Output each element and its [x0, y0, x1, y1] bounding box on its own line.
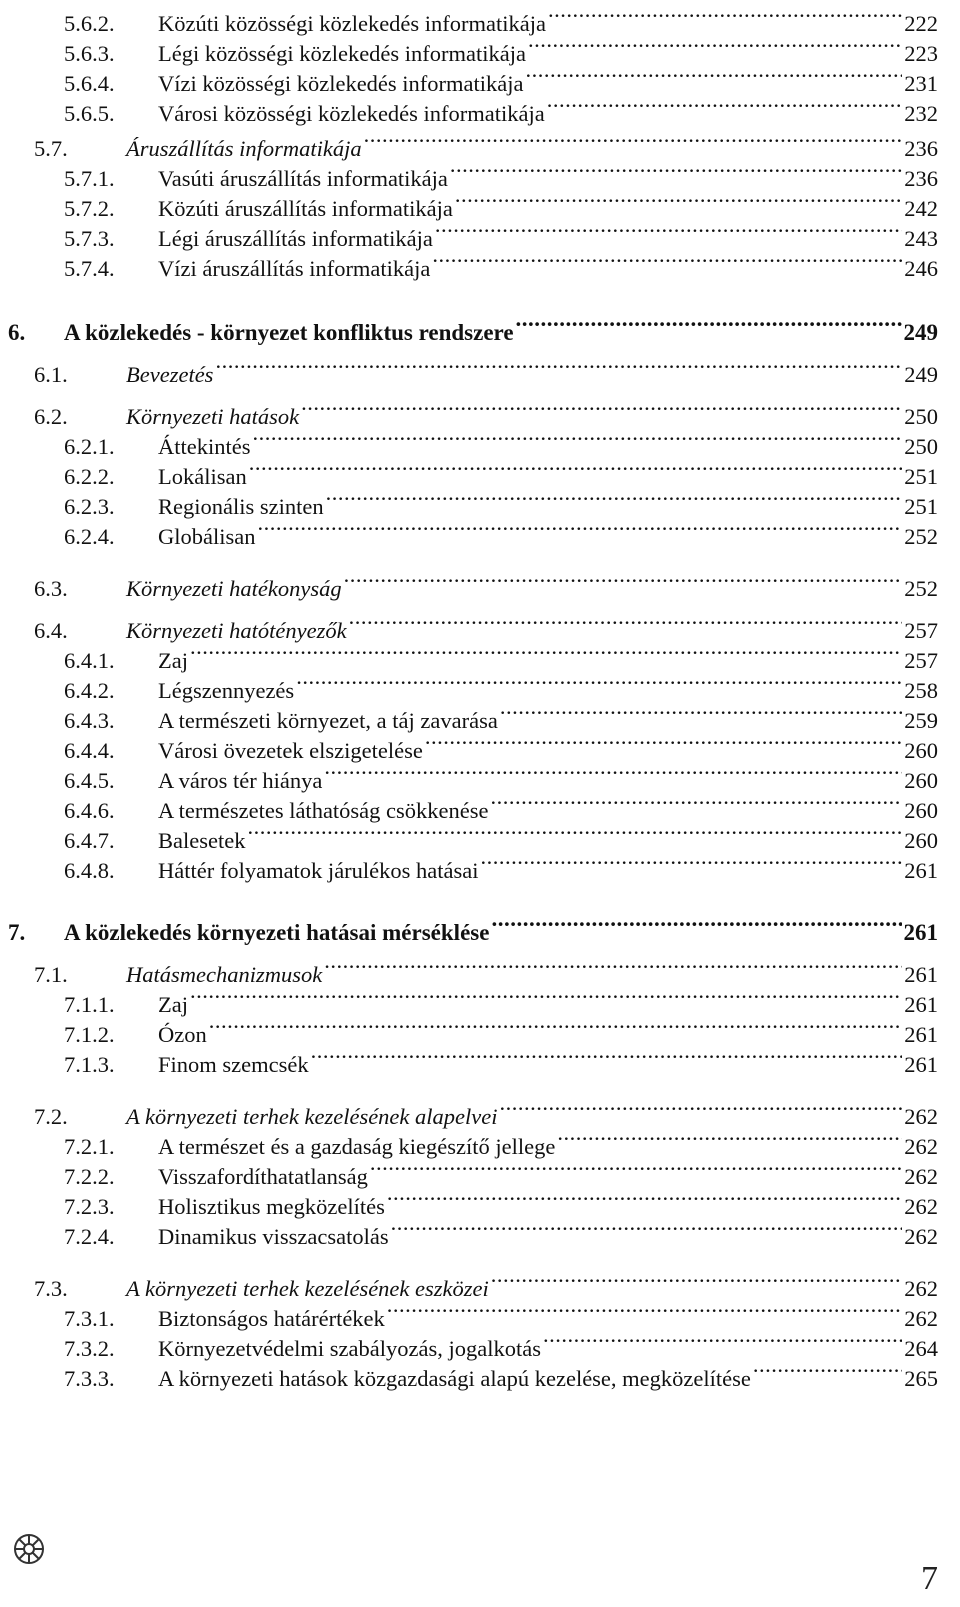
dot-leader [190, 982, 902, 1012]
toc-entry[interactable] [64, 1042, 938, 1077]
toc-entry-number: 6.1. [34, 362, 68, 387]
toc-entry-page: 251 [904, 494, 938, 519]
toc-entry[interactable] [64, 1356, 938, 1391]
toc-entry-page: 250 [904, 434, 938, 459]
toc-entry-page: 242 [904, 196, 938, 221]
toc-entry[interactable] [8, 310, 938, 345]
toc-entry-number: 7. [8, 920, 26, 945]
toc-entry-title: Vízi áruszállítás informatikája [158, 256, 431, 281]
toc-entry-title: Finom szemcsék [158, 1052, 309, 1077]
toc-entry[interactable] [34, 608, 938, 643]
dot-leader [557, 1124, 902, 1154]
toc-entry-number: 6.2.2. [64, 464, 115, 489]
toc-entry-title: Balesetek [158, 828, 246, 853]
toc-entry[interactable] [34, 352, 938, 387]
toc-entry-title: A környezeti terhek kezelésének alapelvei [126, 1104, 498, 1129]
toc-entry-title: Városi övezetek elszigetelése [158, 738, 423, 763]
toc-entry-page: 262 [904, 1306, 938, 1331]
toc-entry-page: 262 [904, 1194, 938, 1219]
toc-entry-page: 236 [904, 136, 938, 161]
dot-leader [301, 394, 902, 424]
toc-entry-page: 258 [904, 678, 938, 703]
toc-entry[interactable] [64, 1296, 938, 1331]
dot-leader [324, 952, 902, 982]
toc-entry-title: Környezeti hatótényezők [126, 618, 347, 643]
wheel-logo-icon [12, 1532, 46, 1566]
toc-entry-number: 7.3. [34, 1276, 68, 1301]
toc-entry-number: 7.2. [34, 1104, 68, 1129]
toc-entry-number: 7.3.1. [64, 1306, 115, 1331]
toc-entry-page: 260 [904, 798, 938, 823]
toc-entry-number: 6. [8, 320, 26, 345]
toc-entry[interactable] [64, 1012, 938, 1047]
toc-entry-page: 261 [903, 920, 938, 945]
toc-entry-number: 6.3. [34, 576, 68, 601]
toc-entry-page: 259 [904, 708, 938, 733]
toc-entry-title: A város tér hiánya [158, 768, 323, 793]
toc-entry-number: 5.6.3. [64, 41, 115, 66]
toc-entry[interactable] [64, 1326, 938, 1361]
toc-entry-page: 249 [903, 320, 938, 345]
toc-entry-title: Visszafordíthatatlanság [158, 1164, 368, 1189]
toc-entry-number: 5.6.5. [64, 101, 115, 126]
dot-leader [370, 1154, 902, 1184]
toc-entry[interactable] [64, 1154, 938, 1189]
toc-entry-page: 257 [904, 618, 938, 643]
toc-entry[interactable] [64, 424, 938, 459]
toc-entry-page: 231 [904, 71, 938, 96]
toc-entry[interactable] [64, 454, 938, 489]
toc-entry-number: 5.7.2. [64, 196, 115, 221]
toc-entry-title: A környezeti hatások közgazdasági alapú kezelése, megközelítése [158, 1366, 751, 1391]
toc-entry-title: Regionális szinten [158, 494, 324, 519]
toc-entry-number: 6.2.4. [64, 524, 115, 549]
dot-leader [296, 668, 902, 698]
toc-entry-page: 260 [904, 828, 938, 853]
toc-entry-number: 5.7.1. [64, 166, 115, 191]
toc-entry-number: 7.2.1. [64, 1134, 115, 1159]
dot-leader [491, 1266, 902, 1296]
toc-entry-title: Lokálisan [158, 464, 247, 489]
toc-entry-page: 261 [904, 1022, 938, 1047]
dot-leader [349, 608, 903, 638]
toc-entry-title: A környezeti terhek kezelésének eszközei [126, 1276, 489, 1301]
dot-leader [491, 788, 903, 818]
toc-entry[interactable] [64, 156, 938, 191]
dot-leader [547, 91, 902, 121]
toc-entry-page: 261 [904, 962, 938, 987]
toc-entry[interactable] [64, 668, 938, 703]
toc-entry-page: 232 [904, 101, 938, 126]
dot-leader [543, 1326, 902, 1356]
toc-entry-title: A természetes láthatóság csökkenése [158, 798, 489, 823]
toc-entry-number: 7.1.2. [64, 1022, 115, 1047]
dot-leader [500, 1094, 903, 1124]
toc-entry-page: 262 [904, 1134, 938, 1159]
toc-entry-title: Környezeti hatékonyság [126, 576, 342, 601]
dot-leader [249, 454, 903, 484]
toc-entry-title: Hatásmechanizmusok [126, 962, 323, 987]
toc-entry-title: Zaj [158, 648, 188, 673]
dot-leader [387, 1296, 902, 1326]
toc-entry[interactable] [64, 31, 938, 66]
toc-entry-page: 251 [904, 464, 938, 489]
toc-entry[interactable] [34, 952, 938, 987]
toc-entry-page: 260 [904, 738, 938, 763]
dot-leader [387, 1184, 902, 1214]
toc-entry-number: 7.1. [34, 962, 68, 987]
toc-entry-number: 6.4.6. [64, 798, 115, 823]
toc-entry-page: 243 [904, 226, 938, 251]
toc-entry-title: Háttér folyamatok járulékos hatásai [158, 858, 479, 883]
toc-entry-number: 7.1.3. [64, 1052, 115, 1077]
toc-entry[interactable] [64, 1, 938, 36]
toc-entry-number: 7.3.2. [64, 1336, 115, 1361]
toc-entry-page: 257 [904, 648, 938, 673]
toc-entry[interactable] [64, 1184, 938, 1219]
toc-entry-page: 250 [904, 404, 938, 429]
toc-entry[interactable] [64, 982, 938, 1017]
toc-entry-number: 6.4.8. [64, 858, 115, 883]
dot-leader [528, 31, 902, 61]
toc-entry[interactable] [64, 788, 938, 823]
dot-leader [257, 514, 902, 544]
toc-entry[interactable] [64, 1124, 938, 1159]
dot-leader [215, 352, 902, 382]
toc-entry[interactable] [34, 566, 938, 601]
toc-entry-number: 6.2. [34, 404, 68, 429]
toc-entry-page: 262 [904, 1104, 938, 1129]
toc-entry-title: A természet és a gazdaság kiegészítő jellege [158, 1134, 556, 1159]
toc-entry-number: 6.4.1. [64, 648, 115, 673]
toc-entry[interactable] [64, 698, 938, 733]
dot-leader [425, 728, 902, 758]
toc-entry[interactable] [64, 818, 938, 853]
toc-entry[interactable] [34, 126, 938, 161]
toc-entry-title: Áruszállítás informatikája [126, 136, 362, 161]
toc-entry-title: Közúti közösségi közlekedés informatikája [158, 11, 547, 36]
toc-entry[interactable] [8, 910, 938, 945]
dot-leader [432, 246, 902, 276]
page-number: 7 [921, 1560, 938, 1597]
dot-leader [344, 566, 903, 596]
toc-entry-page: 261 [904, 858, 938, 883]
toc-entry[interactable] [64, 638, 938, 673]
toc-entry-page: 262 [904, 1224, 938, 1249]
toc-entry[interactable] [64, 514, 938, 549]
toc-entry-page: 262 [904, 1164, 938, 1189]
dot-leader [364, 126, 903, 156]
dot-leader [455, 186, 902, 216]
toc-entry-title: Vasúti áruszállítás informatikája [158, 166, 448, 191]
toc-entry-title: Holisztikus megközelítés [158, 1194, 385, 1219]
toc-entry-number: 6.4.2. [64, 678, 115, 703]
dot-leader [435, 216, 902, 246]
toc-entry-number: 6.4.5. [64, 768, 115, 793]
toc-entry[interactable] [64, 216, 938, 251]
toc-entry[interactable] [64, 91, 938, 126]
dot-leader [209, 1012, 903, 1042]
toc-entry-title: Légi áruszállítás informatikája [158, 226, 433, 251]
toc-entry-page: 252 [904, 524, 938, 549]
dot-leader [391, 1214, 903, 1244]
toc-entry-title: Biztonságos határértékek [158, 1306, 385, 1331]
toc-entry-page: 223 [904, 41, 938, 66]
toc-entry-page: 222 [904, 11, 938, 36]
toc-entry-number: 6.4.4. [64, 738, 115, 763]
toc-entry-title: Áttekintés [158, 434, 251, 459]
toc-entry-title: A természeti környezet, a táj zavarása [158, 708, 498, 733]
toc-entry-number: 5.7.4. [64, 256, 115, 281]
toc-entry-page: 252 [904, 576, 938, 601]
toc-entry-title: A közlekedés környezeti hatásai mérséklése [64, 920, 490, 945]
toc-entry[interactable] [64, 848, 938, 883]
toc-entry-page: 236 [904, 166, 938, 191]
toc-entry-title: Környezeti hatások [126, 404, 300, 429]
toc-entry-title: Vízi közösségi közlekedés informatikája [158, 71, 524, 96]
toc-entry-title: Zaj [158, 992, 188, 1017]
toc-entry-title: Közúti áruszállítás informatikája [158, 196, 453, 221]
toc-entry[interactable] [64, 484, 938, 519]
dot-leader [311, 1042, 903, 1072]
toc-entry-page: 249 [904, 362, 938, 387]
toc-entry-title: Környezetvédelmi szabályozás, jogalkotás [158, 1336, 541, 1361]
toc-entry-page: 261 [904, 992, 938, 1017]
toc-entry[interactable] [34, 1266, 938, 1301]
toc-entry-number: 6.2.3. [64, 494, 115, 519]
toc-entry[interactable] [64, 1214, 938, 1249]
toc-entry-page: 246 [904, 256, 938, 281]
toc-entry-number: 7.1.1. [64, 992, 115, 1017]
toc-entry[interactable] [64, 728, 938, 763]
toc-entry[interactable] [64, 758, 938, 793]
dot-leader [247, 818, 902, 848]
toc-entry-number: 5.7.3. [64, 226, 115, 251]
toc-entry-page: 260 [904, 768, 938, 793]
dot-leader [190, 638, 902, 668]
toc-entry[interactable] [64, 246, 938, 281]
toc-entry-number: 5.6.2. [64, 11, 115, 36]
toc-entry[interactable] [34, 394, 938, 429]
toc-entry-page: 262 [904, 1276, 938, 1301]
dot-leader [481, 848, 903, 878]
toc-entry-title: Bevezetés [126, 362, 214, 387]
toc-entry-number: 6.2.1. [64, 434, 115, 459]
dot-leader [252, 424, 902, 454]
dot-leader [450, 156, 902, 186]
toc-entry-title: Légszennyezés [158, 678, 295, 703]
toc-entry-title: Dinamikus visszacsatolás [158, 1224, 389, 1249]
toc-entry-title: A közlekedés - környezet konfliktus rendszere [64, 320, 514, 345]
toc-entry-number: 7.2.4. [64, 1224, 115, 1249]
dot-leader [324, 758, 902, 788]
toc-entry-number: 7.2.3. [64, 1194, 115, 1219]
dot-leader [548, 1, 902, 31]
dot-leader [753, 1356, 902, 1386]
dot-leader [326, 484, 903, 514]
toc-entry-page: 261 [904, 1052, 938, 1077]
toc-entry-number: 5.7. [34, 136, 68, 161]
dot-leader [526, 61, 903, 91]
toc-entry-page: 265 [904, 1366, 938, 1391]
toc-entry-title: Városi közösségi közlekedés informatikája [158, 101, 545, 126]
toc-entry-title: Légi közösségi közlekedés informatikája [158, 41, 526, 66]
toc-entry-number: 7.3.3. [64, 1366, 115, 1391]
toc-entry-number: 6.4.3. [64, 708, 115, 733]
toc-entry-number: 7.2.2. [64, 1164, 115, 1189]
toc-entry-number: 6.4. [34, 618, 68, 643]
toc-entry-title: Globálisan [158, 524, 256, 549]
toc-entry[interactable] [64, 186, 938, 221]
toc-entry-number: 5.6.4. [64, 71, 115, 96]
dot-leader [491, 910, 901, 940]
toc-entry-title: Ózon [158, 1022, 207, 1047]
toc-entry-page: 264 [904, 1336, 938, 1361]
toc-entry[interactable] [34, 1094, 938, 1129]
toc-entry[interactable] [64, 61, 938, 96]
dot-leader [500, 698, 902, 728]
dot-leader [516, 310, 902, 340]
toc-entry-number: 6.4.7. [64, 828, 115, 853]
